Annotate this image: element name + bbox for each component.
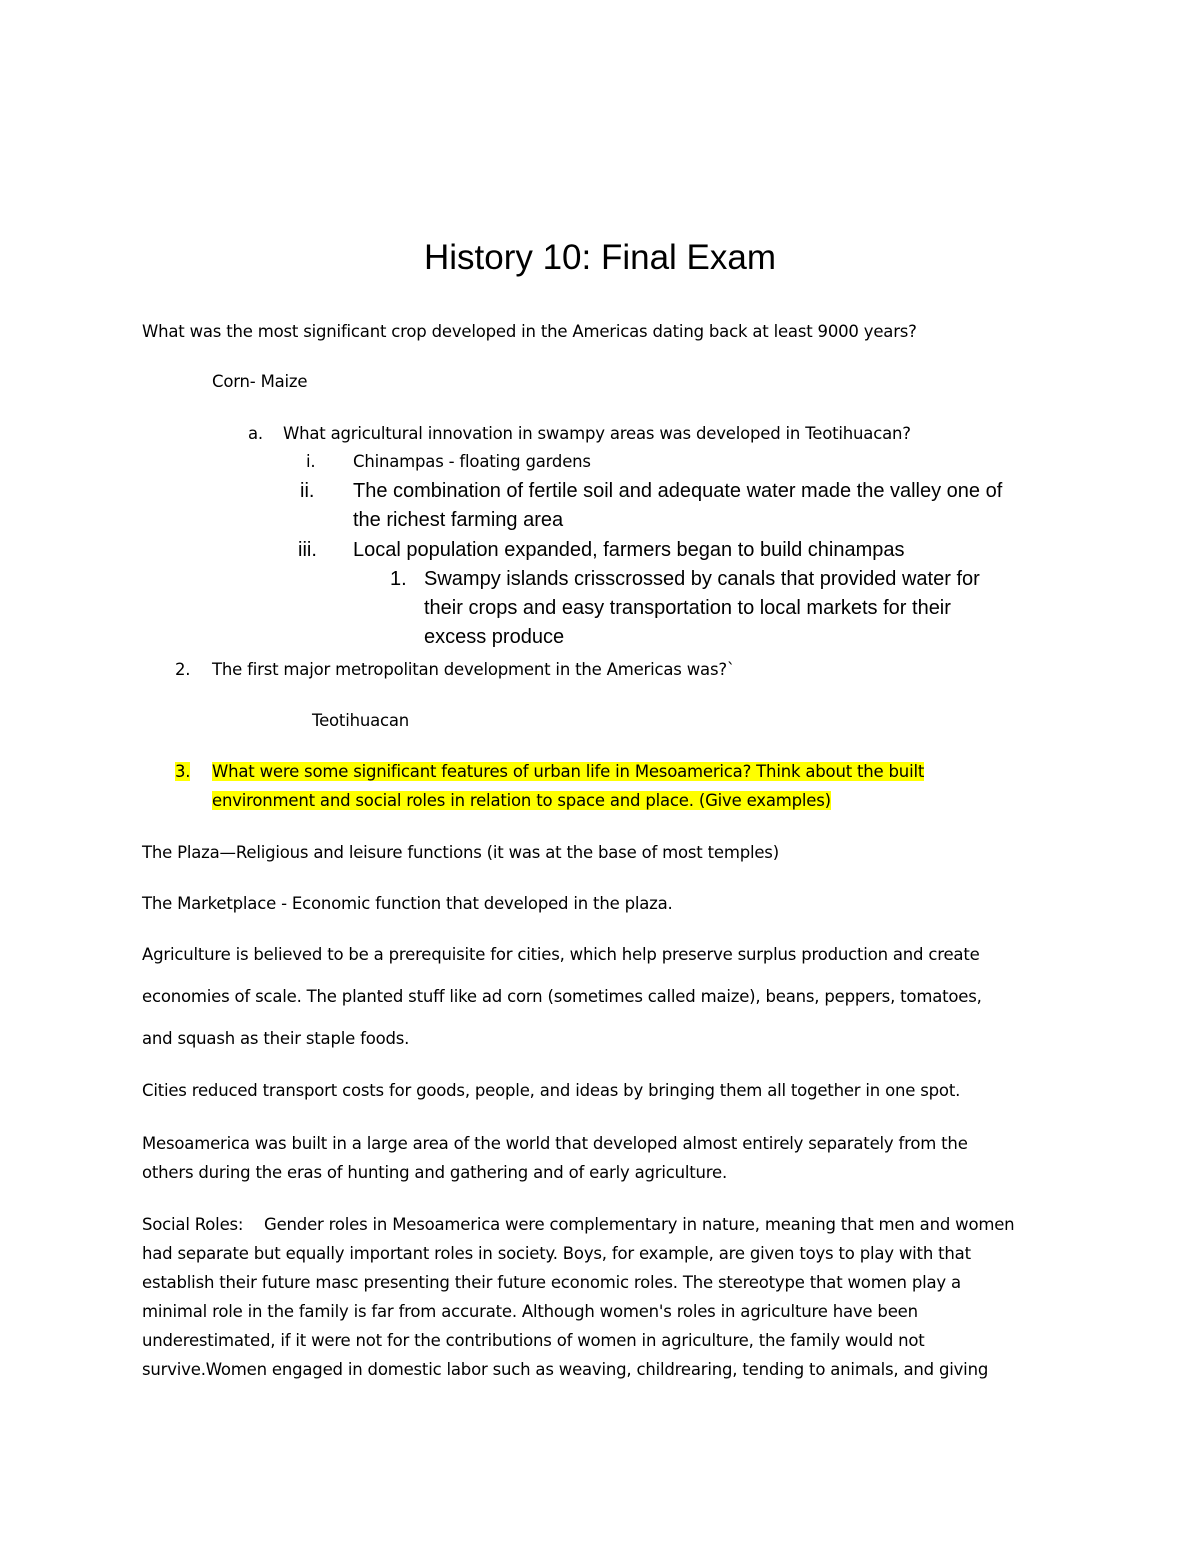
social-roles-label: Social Roles:	[142, 1215, 244, 1234]
list-item-1-line1: Swampy islands crisscrossed by canals that provided water for	[424, 568, 980, 590]
paragraph-agriculture-line1: Agriculture is believed to be a prerequisite for cities, which help preserve surplus production and create	[142, 945, 980, 964]
list-item-iii: Local population expanded, farmers began to build chinampas	[353, 539, 905, 561]
list-marker-2: 2.	[175, 660, 191, 679]
paragraph-mesoamerica-line1: Mesoamerica was built in a large area of the world that developed almost entirely separately from the	[142, 1134, 968, 1153]
answer-1: Corn- Maize	[212, 372, 308, 391]
list-item-1-line3: excess produce	[424, 626, 565, 648]
paragraph-social-line5: underestimated, if it were not for the contributions of women in agriculture, the family would not	[142, 1331, 925, 1350]
paragraph-marketplace: The Marketplace - Economic function that developed in the plaza.	[142, 894, 673, 913]
paragraph-social-line2: had separate but equally important roles in society. Boys, for example, are given toys to play with that	[142, 1244, 971, 1263]
paragraph-social-line4: minimal role in the family is far from accurate. Although women's roles in agriculture have been	[142, 1302, 918, 1321]
list-item-i: Chinampas - floating gardens	[353, 452, 591, 471]
list-marker-i: i.	[306, 452, 316, 471]
question-3-line2: environment and social roles in relation to space and place. (Give examples)	[212, 791, 831, 810]
paragraph-social-line6: survive.Women engaged in domestic labor such as weaving, childrearing, tending to animals, and giving	[142, 1360, 989, 1379]
paragraph-plaza: The Plaza—Religious and leisure functions (it was at the base of most temples)	[142, 843, 779, 862]
question-1a: What agricultural innovation in swampy areas was developed in Teotihuacan?	[283, 424, 911, 443]
question-2: The first major metropolitan development in the Americas was?`	[212, 660, 735, 679]
paragraph-social-line3: establish their future masc presenting their future economic roles. The stereotype that women play a	[142, 1273, 961, 1292]
list-marker-a: a.	[248, 424, 263, 443]
list-item-1-line2: their crops and easy transportation to local markets for their	[424, 597, 951, 619]
list-marker-iii: iii.	[298, 539, 317, 561]
list-marker-ii: ii.	[300, 480, 315, 502]
document-title: History 10: Final Exam	[423, 238, 777, 277]
question-1: What was the most significant crop developed in the Americas dating back at least 9000 years?	[142, 322, 917, 341]
list-marker-3: 3.	[175, 762, 191, 781]
list-marker-1: 1.	[390, 568, 407, 590]
question-3-line1: What were some significant features of urban life in Mesoamerica? Think about the built	[212, 762, 925, 781]
paragraph-mesoamerica-line2: others during the eras of hunting and gathering and of early agriculture.	[142, 1163, 728, 1182]
paragraph-social-line1: Gender roles in Mesoamerica were complementary in nature, meaning that men and women	[264, 1215, 1015, 1234]
paragraph-agriculture-line3: and squash as their staple foods.	[142, 1029, 410, 1048]
answer-2: Teotihuacan	[312, 711, 410, 730]
list-item-ii-line2: the richest farming area	[353, 509, 564, 531]
paragraph-agriculture-line2: economies of scale. The planted stuff like ad corn (sometimes called maize), beans, peppers, tomatoes,	[142, 987, 982, 1006]
paragraph-cities: Cities reduced transport costs for goods, people, and ideas by bringing them all together in one spot.	[142, 1081, 961, 1100]
list-item-ii-line1: The combination of fertile soil and adequate water made the valley one of	[353, 480, 1003, 502]
